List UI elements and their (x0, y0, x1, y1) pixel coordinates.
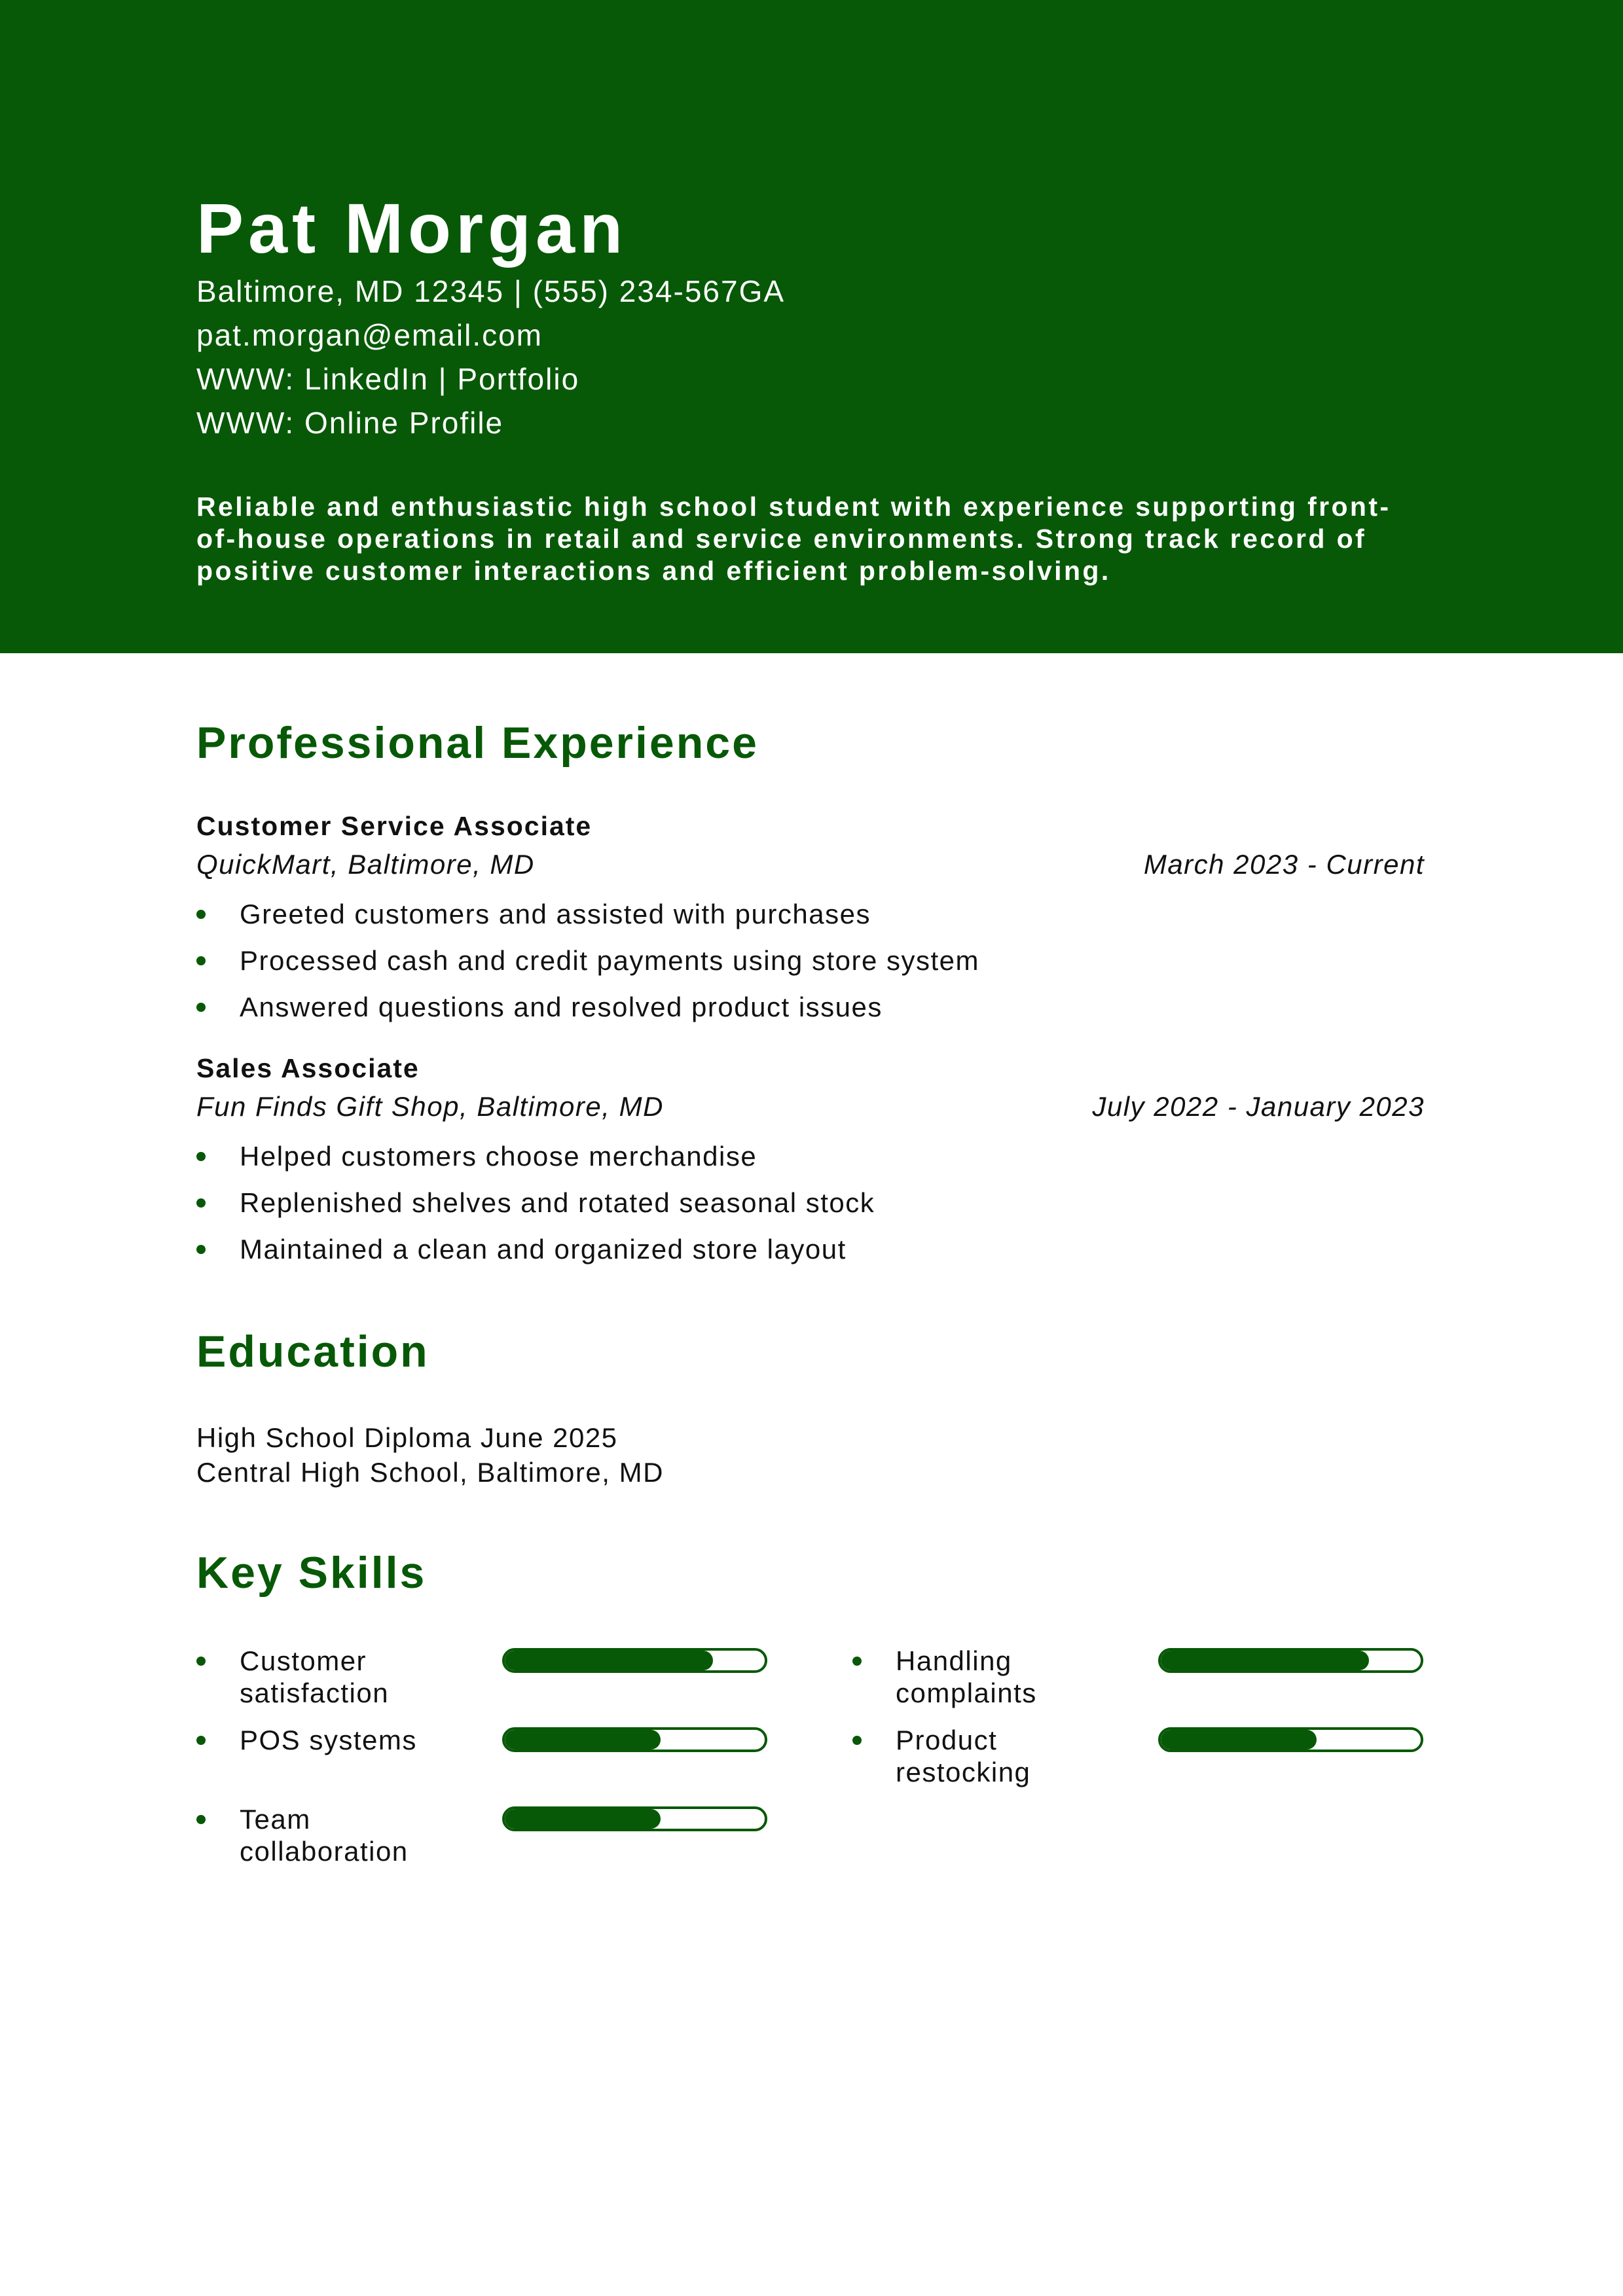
skill-item (196, 1645, 773, 1717)
section-title-education: Education (196, 1327, 429, 1376)
skill-item (196, 1803, 773, 1875)
bullet-icon (196, 910, 206, 919)
skill-item (196, 1724, 773, 1796)
section-title-experience: Professional Experience (196, 718, 759, 768)
skill-level-fill (1161, 1651, 1369, 1670)
contact-location-phone: Baltimore, MD 12345 | (555) 234-567GA (196, 274, 786, 308)
job-title: Customer Service Associate (196, 811, 593, 841)
skill-level-fill (1161, 1730, 1317, 1749)
job-dates: July 2022 - January 2023 (1092, 1091, 1425, 1122)
bullet-icon (196, 1245, 206, 1254)
job-company: Fun Finds Gift Shop, Baltimore, MD (196, 1091, 664, 1122)
job-bullet-text: Replenished shelves and rotated seasonal stock (240, 1187, 875, 1218)
professional-summary: Reliable and enthusiastic high school student with experience supporting front-of-house operations in retail and service environments. Strong track record of positive customer interactions and efficient problem-solving. (196, 492, 1391, 586)
job-title: Sales Associate (196, 1053, 420, 1083)
job-bullet (196, 1233, 847, 1266)
contact-links-secondary[interactable]: WWW: Online Profile (196, 406, 504, 440)
bullet-icon (852, 1657, 862, 1666)
resume-header (0, 0, 1623, 653)
contact-links-primary[interactable]: WWW: LinkedIn | Portfolio (196, 362, 580, 396)
skill-label: Handling complaints (896, 1645, 1037, 1708)
bullet-icon (196, 1152, 206, 1161)
job-bullet-text: Greeted customers and assisted with purchases (240, 899, 871, 929)
education-school: Central High School, Baltimore, MD (196, 1457, 664, 1488)
candidate-name: Pat Morgan (196, 188, 628, 268)
skill-level-bar (502, 1806, 767, 1831)
job-bullet-text: Answered questions and resolved product issues (240, 992, 883, 1022)
skill-level-bar (1158, 1648, 1423, 1673)
skill-level-fill (505, 1651, 713, 1670)
skill-level-bar (502, 1727, 767, 1752)
job-bullet-text: Helped customers choose merchandise (240, 1141, 757, 1172)
job-bullet-text: Maintained a clean and organized store layout (240, 1234, 847, 1265)
section-title-skills: Key Skills (196, 1548, 427, 1598)
job-bullet (196, 944, 979, 977)
contact-email[interactable]: pat.morgan@email.com (196, 318, 543, 352)
job-bullet (196, 1140, 757, 1173)
skill-label: POS systems (240, 1725, 417, 1755)
skill-label: Product restocking (896, 1725, 1031, 1787)
job-bullet-text: Processed cash and credit payments using store system (240, 945, 979, 976)
job-company: QuickMart, Baltimore, MD (196, 849, 535, 880)
job-dates: March 2023 - Current (1143, 849, 1425, 880)
bullet-icon (196, 1003, 206, 1012)
bullet-icon (196, 1815, 206, 1824)
skill-level-bar (1158, 1727, 1423, 1752)
skill-level-fill (505, 1730, 661, 1749)
skill-item (852, 1645, 1429, 1717)
skill-level-bar (502, 1648, 767, 1673)
job-bullet (196, 991, 883, 1024)
education-degree: High School Diploma June 2025 (196, 1422, 618, 1453)
bullet-icon (852, 1736, 862, 1745)
skill-item (852, 1724, 1429, 1796)
skill-label: Customer satisfaction (240, 1645, 390, 1708)
job-bullet (196, 1187, 875, 1219)
job-bullet (196, 898, 871, 931)
bullet-icon (196, 1198, 206, 1208)
skill-label: Team collaboration (240, 1804, 409, 1867)
bullet-icon (196, 1736, 206, 1745)
bullet-icon (196, 1657, 206, 1666)
bullet-icon (196, 956, 206, 965)
skill-level-fill (505, 1809, 661, 1829)
